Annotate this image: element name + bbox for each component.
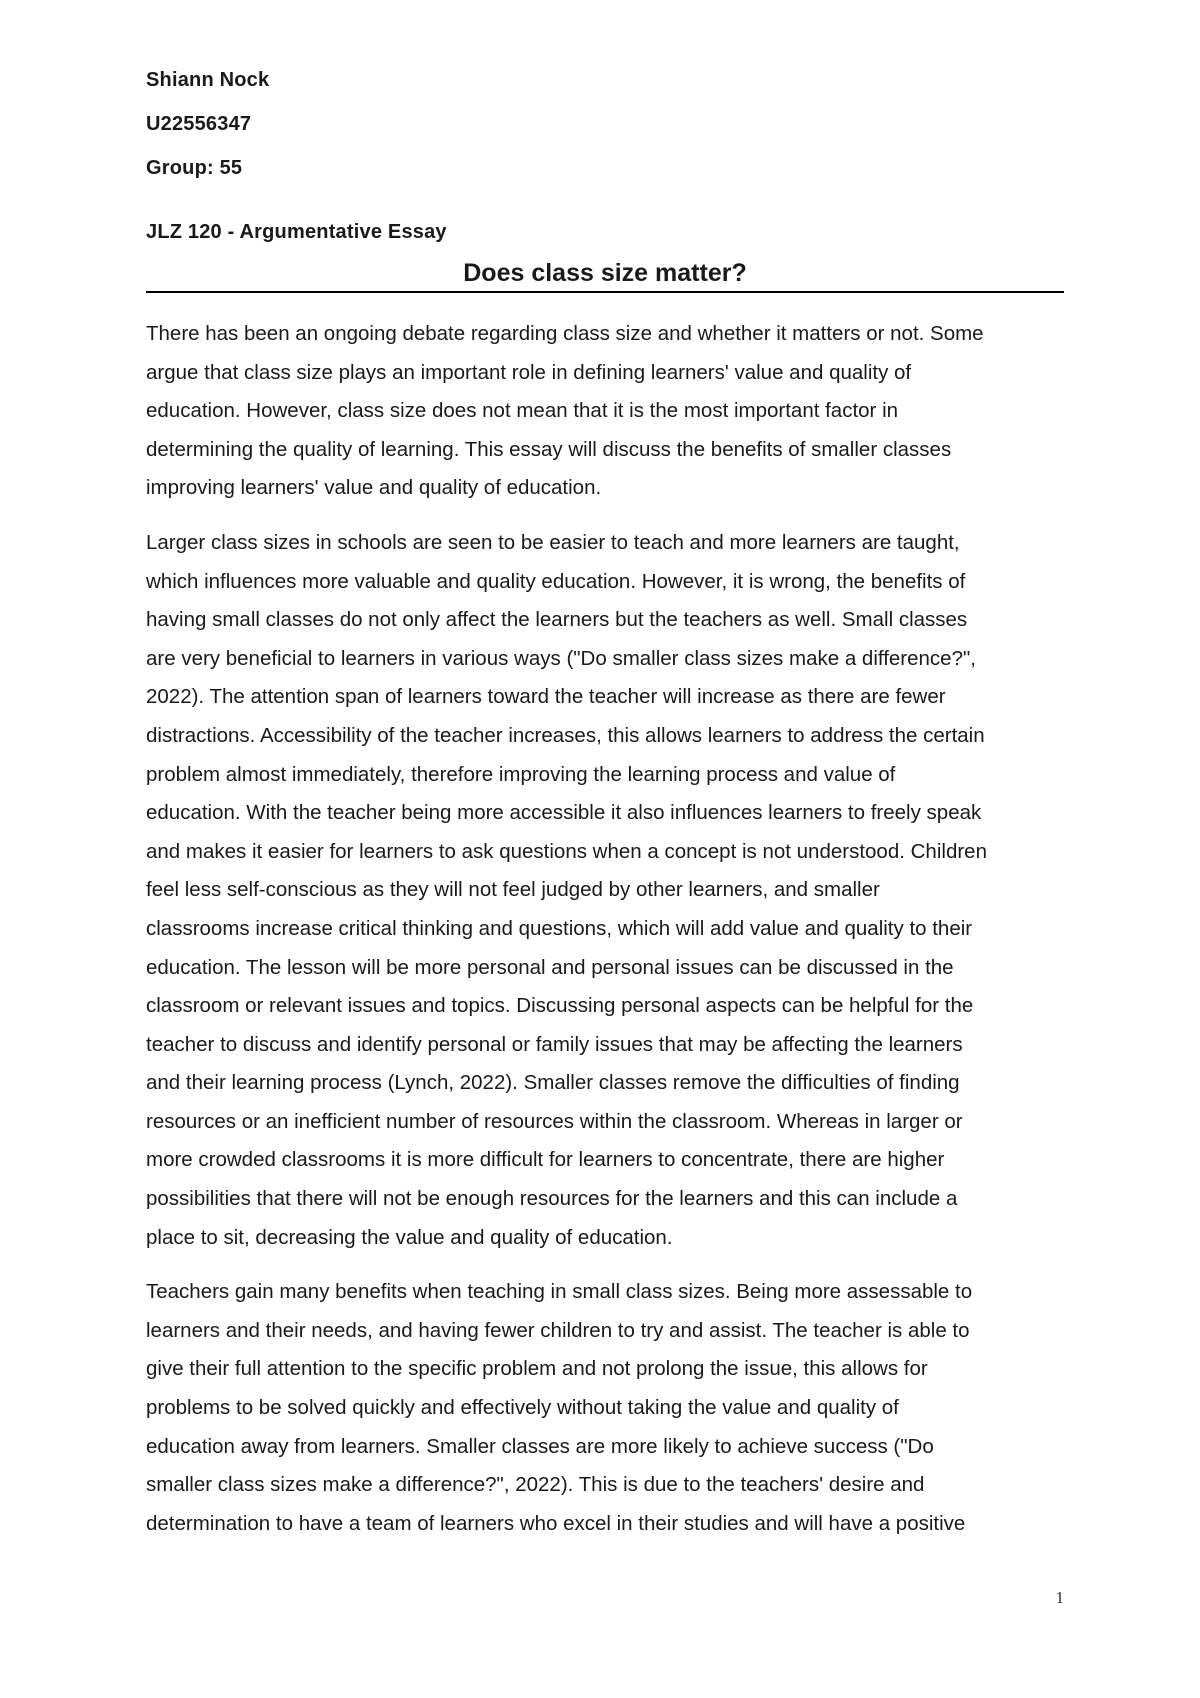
essay-paragraph <box>146 315 1064 508</box>
author-name: Shiann Nock <box>146 69 270 91</box>
paragraph-line: determining the quality of learning. This essay will discuss the benefits of smaller classes <box>146 437 952 461</box>
paragraph-line: There has been an ongoing debate regarding class size and whether it matters or not. Some <box>146 322 984 345</box>
document-content <box>146 68 1064 1559</box>
paragraph-line: Teachers gain many benefits when teaching in small class sizes. Being more assessable to <box>146 1280 973 1304</box>
paragraph-line: classroom or relevant issues and topics. Discussing personal aspects can be helpful for the <box>146 994 974 1018</box>
essay-paragraph <box>146 524 1064 1257</box>
paragraph-line: problems to be solved quickly and effectively without taking the value and quality of <box>146 1396 899 1420</box>
page-number: 1 <box>1055 1588 1064 1607</box>
paragraph-line: problem almost immediately, therefore improving the learning process and value of <box>146 762 896 786</box>
paragraph-line: teacher to discuss and identify personal or family issues that may be affecting the learners <box>146 1032 963 1056</box>
paragraph-line: 2022). The attention span of learners toward the teacher will increase as there are fewer <box>146 685 946 709</box>
paragraph-line: smaller class sizes make a difference?", 2022). This is due to the teachers' desire and <box>146 1473 925 1497</box>
paragraph-line: distractions. Accessibility of the teacher increases, this allows learners to address the certain <box>146 723 985 747</box>
paragraph-line: education away from learners. Smaller classes are more likely to achieve success ("Do <box>146 1434 934 1458</box>
paragraph-line: possibilities that there will not be enough resources for the learners and this can include a <box>146 1187 958 1211</box>
paragraph-line: which influences more valuable and quality education. However, it is wrong, the benefits of <box>146 569 966 593</box>
course-title: JLZ 120 - Argumentative Essay <box>146 221 447 243</box>
paragraph-line: having small classes do not only affect the learners but the teachers as well. Small classes <box>146 608 968 632</box>
paragraph-line: Larger class sizes in schools are seen to be easier to teach and more learners are taught, <box>146 530 960 554</box>
paragraph-line: classrooms increase critical thinking and questions, which will add value and quality to their <box>146 916 973 940</box>
paragraph-line: determination to have a team of learners who excel in their studies and will have a positive <box>146 1511 966 1535</box>
paragraph-line: improving learners' value and quality of education. <box>146 476 602 500</box>
group-label: Group: 55 <box>146 157 243 179</box>
essay-title: Does class size matter? <box>146 256 1064 293</box>
paragraph-line: are very beneficial to learners in various ways ("Do smaller class sizes make a difference?", <box>146 646 976 670</box>
paragraph-line: education. The lesson will be more personal and personal issues can be discussed in the <box>146 955 954 979</box>
paragraph-line: and their learning process (Lynch, 2022). Smaller classes remove the difficulties of finding <box>146 1071 960 1095</box>
essay-paragraph <box>146 1273 1064 1543</box>
paragraph-line: education. However, class size does not mean that it is the most important factor in <box>146 399 899 423</box>
paragraph-line: learners and their needs, and having fewer children to try and assist. The teacher is able to <box>146 1318 970 1342</box>
student-number: U22556347 <box>146 113 252 135</box>
paragraph-line: argue that class size plays an important role in defining learners' value and quality of <box>146 360 912 384</box>
paragraph-line: more crowded classrooms it is more difficult for learners to concentrate, there are higher <box>146 1148 945 1172</box>
paragraph-line: place to sit, decreasing the value and quality of education. <box>146 1225 673 1249</box>
paragraph-line: feel less self-conscious as they will not feel judged by other learners, and smaller <box>146 878 880 902</box>
paragraph-line: give their full attention to the specific problem and not prolong the issue, this allows for <box>146 1357 928 1381</box>
essay-body <box>146 315 1064 1543</box>
paragraph-line: resources or an inefficient number of resources within the classroom. Whereas in larger or <box>146 1109 963 1133</box>
paragraph-line: and makes it easier for learners to ask questions when a concept is not understood. Children <box>146 839 987 863</box>
paragraph-line: education. With the teacher being more accessible it also influences learners to freely speak <box>146 801 982 825</box>
